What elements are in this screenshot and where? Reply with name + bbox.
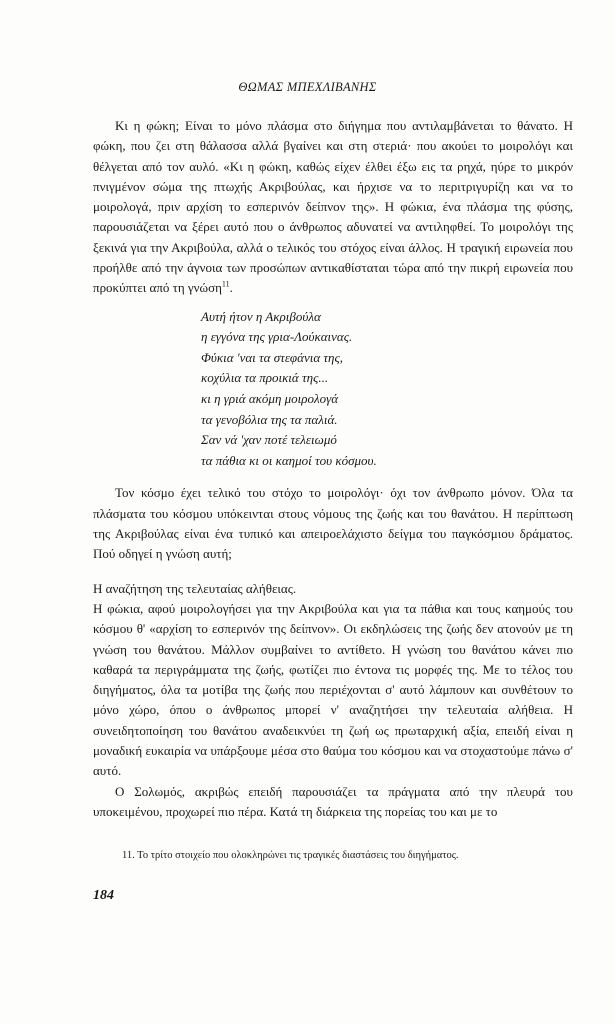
paragraph-5: Ο Σολωμός, ακριβώς επειδή παρουσιάζει τα πράγματα από την πλευρά του υποκειμένου, προχωρεί πιο πέρα. Κατά τη διάρκεια της πορείας του και με το — [93, 783, 573, 819]
paragraph-2: Τον κόσμο έχει τελικό του στόχο το μοιρολόγι· όχι τον άνθρωπο μόνον. Όλα τα πλάσματα του κόσμου υπόκεινται στους νόμους της ζωής και του θανάτου. Η περίπτωση της Ακριβούλας είναι ένα τυπικό και απειροελάχιστο δείγμα του παγκόσμιου δράματος. Πού οδηγεί η γνώση αυτή; — [93, 485, 573, 562]
poem-line: η εγγόνα της γρια-Λούκαινας. — [201, 329, 353, 345]
poem-quote — [201, 307, 573, 472]
poem-line: τα γενοβόλια της τα παλιά. — [201, 411, 338, 427]
paragraph-4: Η φώκια, αφού μοιρολογήσει για την Ακριβούλα και για τα πάθια και τους καημούς του κόσμου θ' «αρχίση το εσπερινόν της δείπνον». Οι εκδηλώσεις της ζωής δεν ατονούν με τη γνώση του θανάτου. Μάλλον συμβαίνει το αντίθετο. Η γνώση του θανάτου κάνει πιο καθαρά τα περιγράμματα της ζωής, φωτίζει πιο έντονα τις μορφές της. Με το τέλος του διηγήματος, όλα τα μοτίβα της ζωής που περιέχονται σ' αυτό λάμπουν και συνθέτουν το μόνο χώρο, όπου ο άνθρωπος μπορεί ν' αναζητήσει την τελευταία αλήθεια. Η συνειδητοποίηση του θανάτου αναδεικνύει τη ζωή ως πρωταρχική αξία, επειδή είναι η μοναδική ευκαιρία να υπάρξουμε μέσα στο θαύμα του κόσμου και να στοχαστούμε πάνω σ' αυτό. — [93, 600, 573, 779]
body-text — [93, 116, 573, 822]
poem-line: κι η γριά ακόμη μοιρολογά — [201, 391, 339, 407]
paragraph-1: Κι η φώκη; Είναι το μόνο πλάσμα στο διήγημα που αντιλαμβάνεται το θάνατο. Η φώκη, που ζει στη θάλασσα αλλά βγαίνει και στη στεριά· που ακούει το μοιρολόγι και θέλγεται από τον αυλό. «Κι η φώκη, καθώς είχεν έλθει έξω εις τα ρηχά, ηύρε το μικρόν πνιγμένον σώμα της πτωχής Ακριβούλας, και ήρχισε να το περιτριγυρίζη και να το μοιρολογά, πριν αρχίση το εσπερινόν δείπνον της». Η φώκια, ένα πλάσμα της φύσης, παρουσιάζεται να ξέρει αυτό που ο άνθρωπος αδυνατεί να αντιληφθεί. Το μοιρολόγι της ξεκινά για την Ακριβούλα, αλλά ο τελικός του στόχος είναι άλλος. Η τραγική ειρωνεία που προήλθε από την άγνοια των προσώπων αντικαθίσταται τώρα από την πικρή ειρωνεία που προκύπτει από τη γνώση$^{11}$. — [93, 118, 573, 296]
running-header: ΘΩΜΑΣ ΜΠΕΧΛΙΒΑΝΗΣ — [238, 80, 377, 94]
poem-line: Αυτή ήτον η Ακριβούλα — [201, 308, 321, 324]
poem-line: τα πάθια κι οι καημοί του κόσμου. — [201, 452, 377, 468]
paragraph-1-text: Κι η φώκη; Είναι το μόνο πλάσμα στο διήγημα που αντιλαμβάνεται το θάνατο. Η φώκη, που ζει στη θάλασσα αλλά βγαίνει και στη στεριά· που ακούει το μοιρολόγι και θέλγεται από τον αυλό. «Κι η φώκη, καθώς είχεν έλθει έξω εις τα ρηχά, ηύρε το μικρόν πνιγμένον σώμα της πτωχής Ακριβούλας, και ήρχισε να το περιτριγυρίζη και να το μοιρολογά, πριν αρχίση το εσπερινόν δείπνον της». Η φώκια, ένα πλάσμα της φύσης, παρουσιάζεται να ξέρει αυτό που ο άνθρωπος αδυνατεί να αντιληφθεί. Το μοιρολόγι της ξεκινά για την Ακριβούλα, αλλά ο τελικός του στόχος είναι άλλος. Η τραγική ειρωνεία που προήλθε από την άγνοια των προσώπων αντικαθίσταται τώρα από την πικρή ειρωνεία που προκύπτει από τη γνώση — [93, 118, 573, 296]
page-number: 184 — [93, 888, 114, 903]
poem-line: κοχύλια τα προικιά της... — [201, 370, 329, 386]
footnote-ref: 11 — [221, 280, 230, 290]
poem-line: Φύκια 'ναι τα στεφάνια της, — [201, 349, 344, 365]
paragraph-3: Η αναζήτηση της τελευταίας αλήθειας. — [93, 580, 297, 596]
paragraph-spacer — [93, 565, 573, 579]
footnote: 11. Το τρίτο στοιχείο που ολοκληρώνει τις τραγικές διαστάσεις του διηγήματος. — [122, 850, 459, 861]
poem-line: Σαν νά 'χαν ποτέ τελειωμό — [201, 432, 337, 448]
